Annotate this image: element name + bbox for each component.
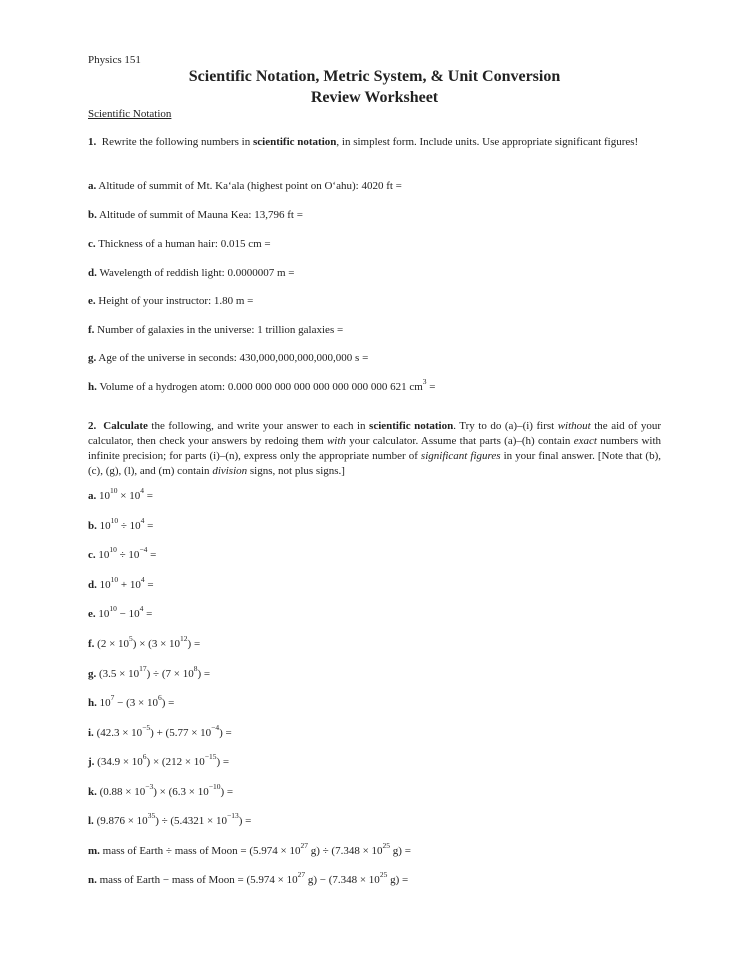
q2-item-f: f. $(2 \times 10^5) \times (3 \times 10^{12})$ = [88, 634, 201, 650]
q2-item-c: c. $10^{10} \div 10^{-4}$ = [88, 545, 157, 561]
q2-item-b: b. $10^{10} \div 10^4$ = [88, 516, 154, 532]
q1-item-a: a. Altitude of summit of Mt. Ka‘ala (highest point on O‘ahu): 4020 ft = [88, 180, 402, 192]
question-2-prompt: 2. Calculate the following, and write your answer to each in scientific notation. Try to do (a)–(i) first without the aid of your calculator, then check your answers by redoing them with your calculator. Assume that parts (a)–(h) contain exact numbers with infinite precision; for parts (i)–(n), express only the appropriate number of significant figures in your final answer. [Note that (b), (c), (g), (l), and (m) contain division signs, not plus signs.] [88, 420, 662, 477]
q2-item-a: a. $10^{10} \times 10^4$ = [88, 486, 153, 502]
section-heading: Scientific Notation [88, 108, 172, 120]
q1-item-e: e. Height of your instructor: 1.80 m = [88, 295, 254, 307]
q2-item-n: n. mass of Earth − mass of Moon = ($5.974 \times 10^{27}$ $g) - (7.348 \times 10^{25}$ g) = [88, 870, 409, 886]
question-1-prompt: 1. Rewrite the following numbers in scientific notation, in simplest form. Include units. Use appropriate significant figures! [88, 136, 639, 148]
q2-item-k: k. $(0.88 \times 10^{-3}) \times (6.3 \times 10^{-10})$ = [88, 782, 234, 798]
q2-item-l: l. $(9.876 \times 10^{35}) \div (5.4321 \times 10^{-13})$ = [88, 811, 252, 827]
q2-item-h: h. $10^7 - (3 \times 10^6)$ = [88, 693, 175, 709]
q1-item-f: f. Number of galaxies in the universe: 1 trillion galaxies = [88, 324, 344, 336]
q1-item-d: d. Wavelength of reddish light: 0.0000007 m = [88, 267, 295, 279]
course-label: Physics 151 [88, 54, 141, 66]
worksheet-subtitle: Review Worksheet [310, 89, 439, 106]
question-2-number: 2. [88, 420, 97, 432]
q2-item-g: g. $(3.5 \times 10^{17}) \div (7 \times 10^8)$ = [88, 664, 211, 680]
q1-item-h: h. Volume of a hydrogen atom: 0.000 000 000 000 000 000 000 000 621 $cm^3$ = [88, 377, 436, 393]
question-1-number: 1. [88, 136, 97, 148]
q2-item-e: e. $10^{10} - 10^4$ = [88, 604, 153, 620]
q2-item-m: m. mass of Earth ÷ mass of Moon = ($5.974 \times 10^{27}$ $g) \div (7.348 \times 10^{25}$ g) = [88, 841, 411, 857]
worksheet-title: Scientific Notation, Metric System, & Unit Conversion [188, 68, 561, 85]
q2-item-d: d. $10^{10} + 10^4$ = [88, 575, 154, 591]
q1-item-b: b. Altitude of summit of Mauna Kea: 13,796 ft = [88, 209, 303, 221]
q2-item-i: i. $(42.3 \times 10^{-5}) + (5.77 \times 10^{-4})$ = [88, 723, 232, 739]
q1-item-c: c. Thickness of a human hair: 0.015 cm = [88, 238, 271, 250]
q1-item-g: g. Age of the universe in seconds: 430,000,000,000,000,000 s = [88, 352, 369, 364]
q2-item-j: j. $(34.9 \times 10^6) \times (212 \times 10^{-15})$ = [88, 752, 230, 768]
